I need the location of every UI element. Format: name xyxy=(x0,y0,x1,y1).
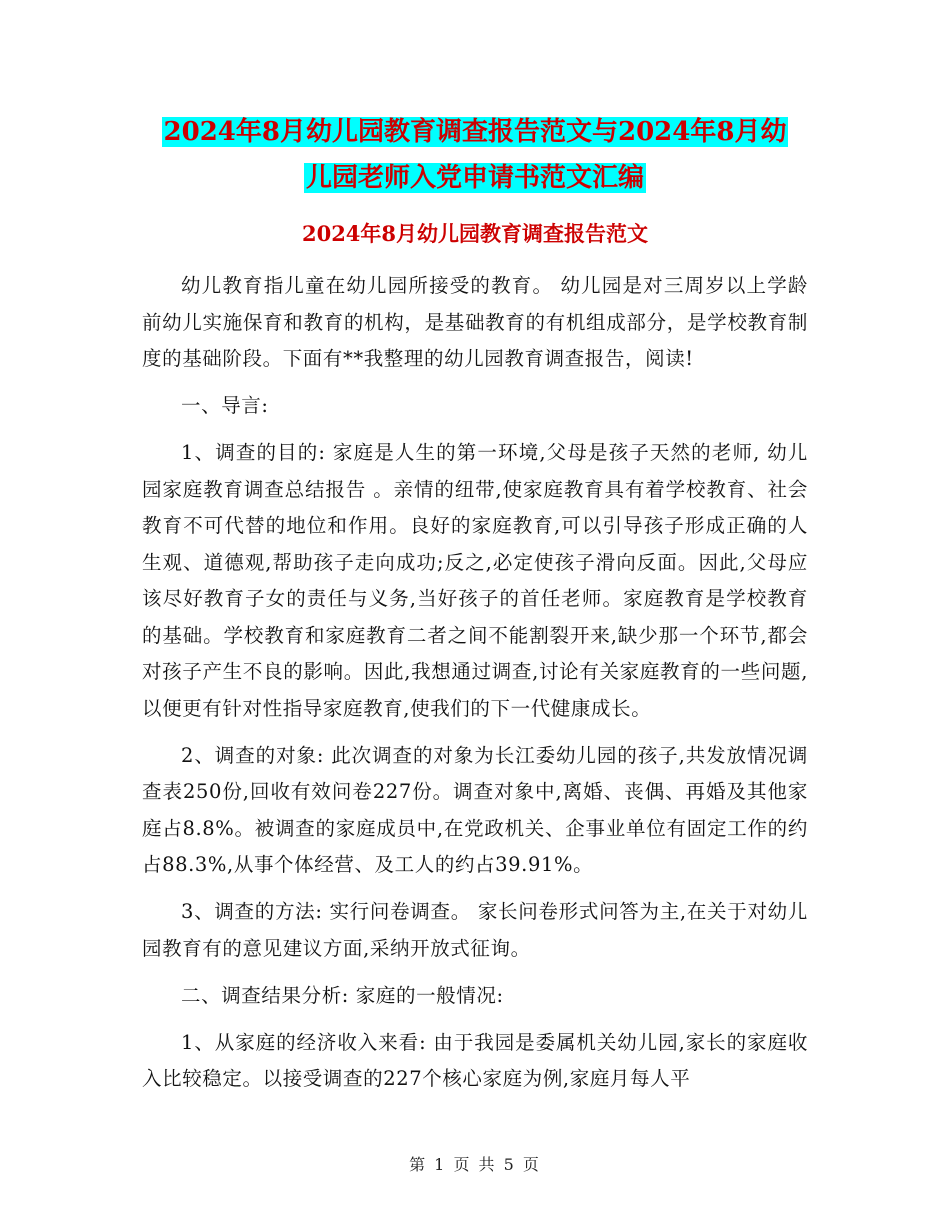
section-title: 2024年8月幼儿园教育调查报告范文 xyxy=(301,221,649,246)
document-title-line-1 xyxy=(0,106,950,158)
paragraph-purpose: 1、调查的目的: 家庭是人生的第一环境,父母是孩子天然的老师, 幼儿园家庭教育调查总结报告 。亲情的纽带,使家庭教育具有着学校教育、社会教育不可代替的地位和作用。良好的家庭教育,可以引导孩子形成正确的人生观、道德观,帮助孩子走向成功;反之,必定使孩子滑向反面。因此,父母应该尽好教育子女的责任与义务,当好孩子的首任老师。家庭教育是学校教育的基础。学校教育和家庭教育二者之间不能割裂开来,缺少那一个环节,都会对孩子产生不良的影响。因此,我想通过调查,讨论有关家庭教育的一些问题,以便更有针对性指导家庭教育,使我们的下一代健康成长。 xyxy=(142,441,808,720)
paragraph-intro: 幼儿教育指儿童在幼儿园所接受的教育。 幼儿园是对三周岁以上学龄前幼儿实施保育和教育的机构，是基础教育的有机组成部分，是学校教育制度的基础阶段。下面有**我整理的幼儿园教育调查报告，阅读! xyxy=(142,274,808,370)
document-title-text-2: 儿园老师入党申请书范文汇编 xyxy=(305,163,644,193)
document-body xyxy=(142,268,808,1108)
paragraph-subjects: 2、调查的对象: 此次调查的对象为长江委幼儿园的孩子,共发放情况调查表250份,回收有效问卷227份。调查对象中,离婚、丧偶、再婚及其他家庭占8.8%。被调查的家庭成员中,在党政机关、企事业单位有固定工作的约占88.3%,从事个体经营、及工人的约占39.91%。 xyxy=(142,743,808,876)
paragraph-heading-2: 二、调查结果分析: 家庭的一般情况: xyxy=(181,983,504,1007)
paragraph-income: 1、从家庭的经济收入来看: 由于我园是委属机关幼儿园,家长的家庭收入比较稳定。以接受调查的227个核心家庭为例,家庭月每人平 xyxy=(142,1030,808,1090)
paragraph-heading-1: 一、导言: xyxy=(181,394,269,417)
page-footer: 第 1 页 共 5 页 xyxy=(409,1155,541,1174)
document-title-text-1: 2024年8月幼儿园教育调查报告范文与2024年8月幼 xyxy=(163,117,787,147)
document-title-line-2 xyxy=(0,152,950,204)
paragraph-method: 3、调查的方法: 实行问卷调查。 家长问卷形式问答为主,在关于对幼儿园教育有的意见建议方面,采纳开放式征询。 xyxy=(142,900,808,960)
